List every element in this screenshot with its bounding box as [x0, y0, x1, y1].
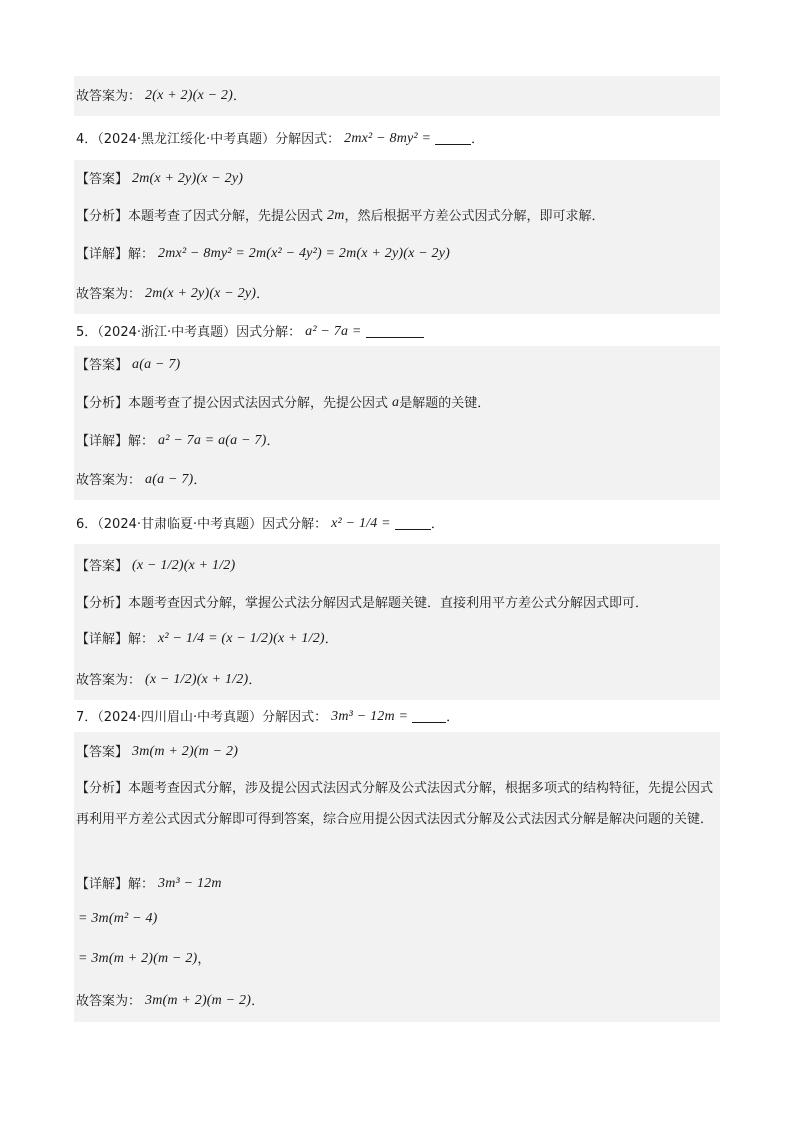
q6-final-answer — [74, 660, 720, 700]
math-expression: a² − 7a = — [305, 324, 362, 339]
line-prefix: 故答案为： — [76, 672, 142, 688]
math-expression: 3m³ − 12m — [158, 876, 222, 891]
math-expression: a(a − 7) — [145, 472, 194, 487]
q4-analysis — [74, 198, 720, 234]
math-expression: 3m(m + 2)(m − 2) — [132, 744, 239, 759]
line-prefix: 故答案为： — [76, 286, 142, 302]
line-suffix: ． — [430, 516, 444, 532]
analysis-text-continued: 是解题的关键． — [399, 395, 491, 411]
math-expression: 3m³ − 12m = — [331, 709, 409, 724]
q4-answer — [74, 160, 720, 198]
q5-solution — [74, 422, 720, 460]
line-suffix: ． — [324, 631, 338, 647]
math-expression: 2mx² − 8my² = — [344, 131, 432, 146]
line-suffix: ． — [193, 472, 207, 488]
answer-blank — [366, 326, 424, 338]
line-prefix: 故答案为： — [76, 472, 142, 488]
q5-analysis — [74, 384, 720, 422]
math-expression: = 3m(m + 2)(m − 2) — [78, 951, 198, 966]
question-stem: 4．（2024·黑龙江绥化·中考真题）分解因式： — [76, 131, 341, 147]
math-expression: 3m(m + 2)(m − 2) — [145, 993, 252, 1008]
analysis-text: 【分析】本题考查因式分解，掌握公式法分解因式是解题关键．直接利用平方差公式分解因式即可． — [76, 595, 649, 611]
q7-question — [74, 702, 720, 732]
math-expression: (x − 1/2)(x + 1/2) — [132, 558, 236, 573]
q7-final-answer — [74, 980, 720, 1022]
math-expression: 2m(x + 2y)(x − 2y) — [145, 286, 257, 301]
answer-tag: 【答案】 — [76, 558, 129, 574]
answer-tag: 【答案】 — [76, 171, 129, 187]
q4-final-answer — [74, 274, 720, 314]
math-expression: a — [392, 395, 400, 410]
answer-tag: 【答案】 — [76, 357, 129, 373]
q6-analysis — [74, 588, 720, 618]
q6-solution — [74, 618, 720, 660]
q6-question — [74, 504, 720, 544]
line-prefix: 故答案为： — [76, 88, 142, 104]
answer-blank — [395, 518, 431, 530]
math-expression: a(a − 7) — [132, 357, 181, 372]
line-suffix: ． — [266, 433, 280, 449]
math-expression: x² − 1/4 = (x − 1/2)(x + 1/2) — [158, 631, 325, 646]
line-prefix: 故答案为： — [76, 993, 142, 1009]
math-expression: 2(x + 2)(x − 2) — [145, 88, 233, 103]
q5-question — [74, 316, 720, 348]
math-expression: 2mx² − 8my² = 2m(x² − 4y²) = 2m(x + 2y)(x − 2y) — [158, 246, 451, 261]
question-stem: 7．（2024·四川眉山·中考真题）分解因式： — [76, 709, 328, 725]
math-expression: (x − 1/2)(x + 1/2) — [145, 672, 249, 687]
q6-answer — [74, 544, 720, 588]
solution-tag: 【详解】解： — [76, 433, 155, 449]
q7-analysis — [74, 772, 720, 868]
line-suffix: ． — [256, 286, 270, 302]
math-expression: a² − 7a = a(a − 7) — [158, 433, 267, 448]
math-expression: x² − 1/4 = — [331, 516, 391, 531]
q5-answer — [74, 346, 720, 384]
q7-solution — [74, 868, 720, 900]
line-suffix: ． — [248, 672, 262, 688]
answer-blank — [435, 133, 471, 145]
line-suffix: ． — [233, 88, 247, 104]
analysis-text-continued: ，然后根据平方差公式因式分解，即可求解． — [344, 208, 605, 224]
line-suffix: ． — [446, 709, 460, 725]
line-suffix: ， — [197, 951, 211, 967]
line-suffix: ． — [471, 131, 485, 147]
q7-answer — [74, 732, 720, 772]
math-expression: = 3m(m² − 4) — [78, 911, 158, 926]
question-stem: 6．（2024·甘肃临夏·中考真题）因式分解： — [76, 516, 328, 532]
analysis-text: 【分析】本题考查了因式分解，先提公因式 — [76, 208, 324, 224]
q7-solution-step-1 — [74, 900, 720, 938]
question-stem: 5．（2024·浙江·中考真题）因式分解： — [76, 324, 302, 340]
math-expression: 2m(x + 2y)(x − 2y) — [132, 171, 244, 186]
solution-tag: 【详解】解： — [76, 876, 155, 892]
q4-solution — [74, 234, 720, 274]
solution-tag: 【详解】解： — [76, 631, 155, 647]
analysis-text: 【分析】本题考查了提公因式法因式分解，先提公因式 — [76, 395, 389, 411]
answer-tag: 【答案】 — [76, 744, 129, 760]
line-suffix: ． — [251, 993, 265, 1009]
answer-blank — [412, 711, 446, 723]
math-expression: 2m — [327, 208, 345, 223]
q7-solution-step-2 — [74, 938, 720, 980]
q5-final-answer — [74, 460, 720, 500]
analysis-text: 【分析】本题考查因式分解，涉及提公因式法因式分解及公式法因式分解，根据多项式的结构特征，先提公因式再利用平方差公式因式分解即可得到答案，综合应用提公因式法因式分解及公式法因式分解是解决问题的关键． — [76, 781, 714, 827]
q4-question — [74, 122, 720, 156]
q3-final-answer — [74, 76, 720, 116]
solution-tag: 【详解】解： — [76, 246, 155, 262]
